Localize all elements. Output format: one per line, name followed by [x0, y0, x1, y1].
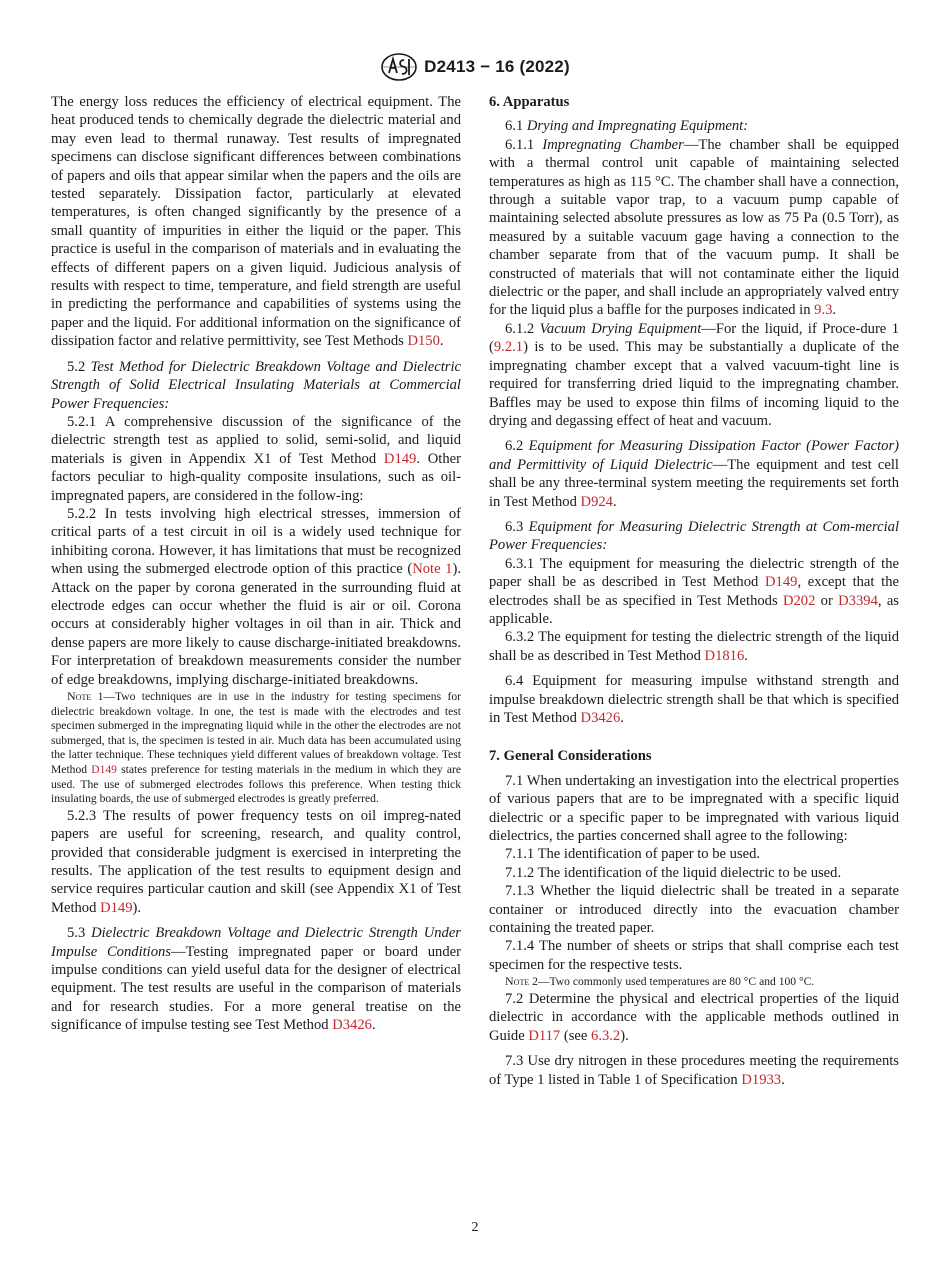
left-column [51, 93, 461, 1035]
paragraph-7-1-1: 7.1.1 The identification of paper to be used. [505, 846, 761, 863]
paragraph-5-2-1: 5.2.1 A comprehensive discussion of the significance of the dielectric strength test as applied to solid, semi-solid, and liquid materials is given in Appendix X1 of Test Method D149. Other factors peculiar to high-quality composite insulations, such as oil-impregnated papers, are considered in the follow-ing: [51, 413, 461, 504]
right-column [489, 93, 899, 1089]
paragraph-7-2: 7.2 Determine the physical and electrical properties of the liquid dielectric in accordance with the applicable methods outlined in Guide D117 (see 6.3.2). [489, 990, 899, 1044]
link-d1816[interactable]: D1816 [704, 647, 745, 664]
standard-designation: D2413 − 16 (2022) [424, 57, 570, 76]
section-5-2-heading: 5.2 Test Method for Dielectric Breakdown Voltage and Dielectric Strength of Solid Electrical Insulating Materials at Commercial Power Frequencies: [51, 358, 462, 412]
section-6-1-heading: 6.1 Drying and Impregnating Equipment: [505, 118, 749, 135]
link-9-2-1[interactable]: 9.2.1 [493, 339, 524, 356]
link-d149[interactable]: D149 [383, 450, 417, 467]
link-d3426[interactable]: D3426 [580, 710, 621, 726]
link-9-3[interactable]: 9.3 [814, 302, 833, 319]
link-d1933[interactable]: D1933 [741, 1071, 782, 1088]
note-1: Note 1—Two techniques are in use in the industry for testing specimens for dielectric breakdown voltage. In one, the test is made with the electrodes and test specimen submerged in the impregnating liquid while in the other the electrodes are not submerged, that is, the specimen is tested in air. Much data has been accumulated using the latter technique. These techniques yield different values of breakdown voltage. Test Method D149 states preference for testing materials in the medium in which they are used. The use of submerged electrodes follows this preference. When testing thick insulating boards, the use of submerged electrodes is greatly preferred. [51, 689, 461, 806]
paragraph-7-1-4: 7.1.4 The number of sheets or strips that shall comprise each test specimen for the respective tests. [489, 938, 899, 973]
paragraph-5-2-3: 5.2.3 The results of power frequency tests on oil impreg-nated papers are useful for screening, research, and quality control, provided that considerable judgment is exercised in interpreting the results. The application of the test results to equipment design and service requires particular caution and skill (see Appendix X1 of Test Method D149). [51, 807, 461, 916]
link-d202[interactable]: D202 [782, 592, 816, 609]
note-2: Note 2—Two commonly used temperatures are 80 °C and 100 °C. [505, 974, 815, 989]
paragraph-5-3: 5.3 Dielectric Breakdown Voltage and Dielectric Strength Under Impulse Conditions—Testing impregnated paper or board under impulse conditions can yield useful data for the designer of electrical equipment. The test results are useful in the comparison of materials and for research studies. For a more general treatise on the significance of impulse testing see Test Method D3426. [51, 925, 461, 1034]
link-d3426[interactable]: D3426 [332, 1017, 372, 1034]
section-6-heading: 6. Apparatus [489, 94, 570, 110]
link-d149[interactable]: D149 [765, 574, 798, 591]
paragraph-5-1-continued: The energy loss reduces the efficiency of electrical equipment. The heat produced tends to chemically degrade the dielectric material and may even lead to thermal runaway. Test results of impregnated specimens can disclose significant differences between combinations of papers and oils that appear similar when the papers and the oils are tested separately. Dissipation factor, particularly at elevated temperatures, is often changed significantly by the presence of a small quantity of impurities in either the liquid or the paper. This practice is useful in the comparison of materials and in evaluating the effects of different papers on a given liquid. Judicious analysis of results with respect to time, temperature, and field strength are useful in predicting the performance and capabilities of systems using the paper and the liquid. For additional information on the significance of dissipation factor and relative permittivity, see Test Methods D150. [51, 94, 461, 350]
page-header [0, 52, 950, 82]
paragraph-7-3: 7.3 Use dry nitrogen in these procedures meeting the requirements of Type 1 listed in Table 1 of Specification D1933. [489, 1053, 899, 1088]
section-6-3-heading: 6.3 Equipment for Measuring Dielectric Strength at Com-mercial Power Frequencies: [489, 518, 900, 554]
paragraph-6-4: 6.4 Equipment for measuring impulse withstand strength and impulse breakdown dielectric strength shall be that which is specified in Test Method D3426. [489, 673, 899, 726]
link-d149[interactable]: D149 [91, 762, 117, 776]
paragraph-6-1-1: 6.1.1 Impregnating Chamber—The chamber shall be equipped with a thermal control unit capable of maintaining selected temperatures as high as 115 °C. The chamber shall have a connection, through a suitable vapor trap, to a vacuum pump capable of maintaining selected absolute pressures as low as 75 Pa (0.5 Torr), as measured by a suitable vacuum gage having a connection to the chamber separate from that of the vacuum pump. It shall be constructed of materials that will not contaminate either the liquid dielectric or the paper, and shall include an appropriately valved entry for the liquid plus a baffle for the purposes indicated in 9.3. [489, 136, 899, 319]
section-7-heading: 7. General Considerations [489, 748, 652, 765]
paragraph-6-3-2: 6.3.2 The equipment for testing the dielectric strength of the liquid shall be as described in Test Method D1816. [489, 629, 899, 664]
link-6-3-2[interactable]: 6.3.2 [591, 1027, 621, 1044]
link-d924[interactable]: D924 [580, 493, 613, 510]
paragraph-6-2: 6.2 Equipment for Measuring Dissipation Factor (Power Factor) and Permittivity of Liquid Dielectric—The equipment and test cell shall be any three-terminal system meeting the requirements set forth in Test Method D924. [489, 438, 900, 510]
page-number: 2 [471, 1220, 479, 1235]
paragraph-5-2-2: 5.2.2 In tests involving high electrical stresses, immersion of critical parts of a test circuit in oil is a widely used technique for inhibiting corona. However, it has limitations that must be recognized when using the submerged electrode option of this practice (Note 1). Attack on the paper by corona generated in the surrounding fluid at electrode edges can occur whether the fluid is air or oil. Corona occurs at considerably higher voltages in oil than in air. Thick and dense papers are more likely to cause discharge-initiated breakdowns. For interpretation of breakdown measurements consider the number of edge breakdowns, implying discharge-initiated breakdowns. [51, 505, 461, 688]
paragraph-7-1-3: 7.1.3 Whether the liquid dielectric shall be treated in a separate container or introduced directly into the evacuation chamber containing the treated paper. [489, 883, 899, 937]
paragraph-6-1-2: 6.1.2 Vacuum Drying Equipment—For the liquid, if Proce-dure 1 (9.2.1) is to be used. This may be substantially a duplicate of the impregnating chamber except that a valved vacuum-tight line is required for transferring dried liquid to the impregnating chamber. Baffles may be used to expose thin films of incoming liquid to the drying and degassing effect of heat and vacuum. [489, 320, 899, 429]
paragraph-7-1: 7.1 When undertaking an investigation into the electrical properties of various papers that are to be impregnated with a specific liquid dielectric or a specific paper to be impregnated with various liquid dielectrics, the parties concerned shall agree to the following: [489, 772, 899, 845]
link-note-1[interactable]: Note 1 [412, 561, 453, 578]
paragraph-7-1-2: 7.1.2 The identification of the liquid dielectric to be used. [505, 864, 842, 881]
link-d117[interactable]: D117 [528, 1027, 561, 1044]
link-d3394[interactable]: D3394 [838, 592, 878, 609]
astm-logo-icon [380, 52, 418, 82]
paragraph-6-3-1: 6.3.1 The equipment for measuring the dielectric strength of the paper shall be as described in Test Method D149, except that the electrodes shall be as specified in Test Methods D202 or D3394, as applicable. [489, 555, 899, 627]
link-d150[interactable]: D150 [407, 333, 440, 350]
link-d149[interactable]: D149 [100, 899, 133, 916]
